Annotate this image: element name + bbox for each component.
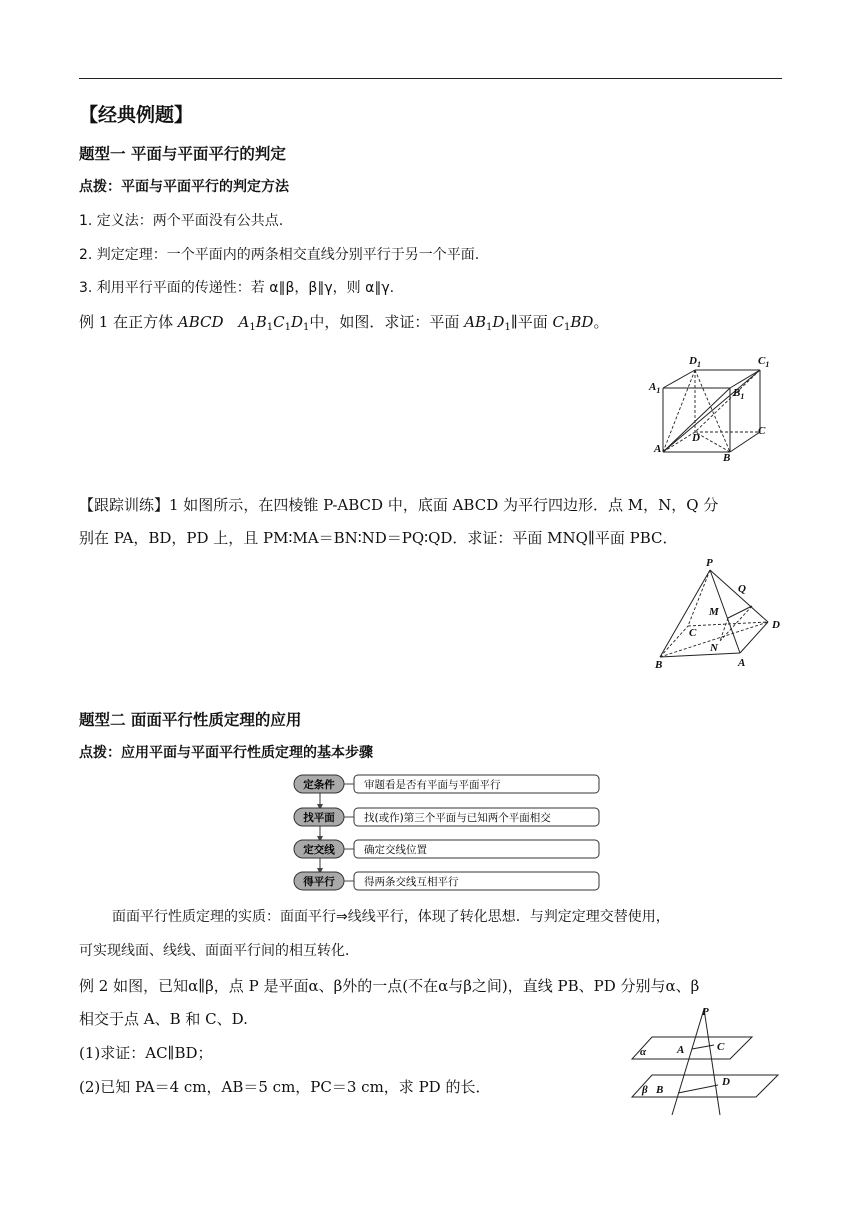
flow-step-1	[294, 775, 344, 793]
example-2-q1: (1)求证：AC∥BD；	[79, 1044, 213, 1062]
pyramid-label-A: A	[738, 657, 746, 669]
cube-label-D: D	[692, 432, 700, 444]
cube-label-B1: $B_1$	[733, 387, 745, 401]
flow-desc-2	[344, 808, 599, 826]
track-line-2: 别在 PA，BD，PD 上，且 PM∶MA＝BN∶ND＝PQ∶QD．求证：平面 MNQ∥平面 PBC．	[79, 529, 678, 547]
pyramid-figure	[652, 556, 792, 672]
planes-label-C: C	[717, 1041, 725, 1053]
pyramid-label-Q: Q	[738, 583, 746, 595]
example-1-middle: 中，如图．求证：平面	[309, 313, 460, 331]
example-1-end: 。	[593, 313, 609, 331]
type1-tip: 点拨：平面与平面平行的判定方法	[79, 179, 289, 195]
flow-step-4-label: 得平行	[303, 876, 335, 888]
track-line-1: 【跟踪训练】1 如图所示，在四棱锥 P-ABCD 中，底面 ABCD 为平行四边形．点 M，N，Q 分	[79, 496, 719, 514]
pyramid-label-N: N	[710, 642, 718, 654]
pyramid-label-M: M	[709, 606, 719, 618]
essence-line-1: 面面平行性质定理的实质：面面平行⇒线线平行，体现了转化思想．与判定定理交替使用，	[112, 909, 670, 925]
cube-label-D1: $D_1$	[689, 355, 701, 369]
steps-flowchart	[292, 772, 602, 894]
flow-desc-1	[344, 775, 599, 793]
method-2: 2. 判定定理：一个平面内的两条相交直线分别平行于另一个平面.	[79, 247, 480, 263]
planes-label-B: B	[656, 1084, 664, 1096]
pyramid-label-P: P	[706, 557, 713, 569]
cube-label-C1: $C_1$	[758, 355, 770, 369]
cube-label-C: C	[758, 425, 766, 437]
pyramid-label-B: B	[655, 659, 663, 671]
pyramid-label-D: D	[772, 619, 780, 631]
flow-step-4	[294, 872, 344, 890]
type1-title: 题型一 平面与平面平行的判定	[79, 145, 286, 163]
flow-desc-3	[344, 840, 599, 858]
planes-label-P: P	[702, 1006, 709, 1018]
method-1: 1. 定义法：两个平面没有公共点.	[79, 213, 284, 229]
flow-desc-3-label: 确定交线位置	[364, 844, 427, 856]
flow-desc-4	[344, 872, 599, 890]
example-2-q2: (2)已知 PA＝4 cm，AB＝5 cm，PC＝3 cm，求 PD 的长．	[79, 1078, 491, 1096]
method-3: 3. 利用平行平面的传递性：若 α∥β，β∥γ，则 α∥γ.	[79, 280, 395, 296]
planes-label-alpha: α	[640, 1046, 647, 1058]
example-2-line-2: 相交于点 A、B 和 C、D.	[79, 1010, 248, 1028]
header-rule	[79, 78, 782, 79]
section-heading: 【经典例题】	[79, 104, 194, 126]
cube-label-A1: $A_1$	[649, 381, 661, 395]
flow-step-3-label: 定交线	[303, 844, 335, 856]
flow-step-3	[294, 840, 344, 858]
flow-desc-2-label: 找(或作)第三个平面与已知两个平面相交	[364, 812, 551, 824]
cube-label-A: A	[654, 443, 662, 455]
cube-label-B: B	[723, 452, 731, 464]
type2-title: 题型二 面面平行性质定理的应用	[79, 711, 302, 729]
flow-step-1-label: 定条件	[303, 779, 335, 791]
essence-line-2: 可实现线面、线线、面面平行间的相互转化．	[79, 943, 359, 959]
example-1-prefix: 例 1 在正方体	[79, 313, 178, 331]
example-1: 例 1 在正方体 ABCD $A_1B_1C_1D_1$中，如图．求证：平面 $AB_1D_1\parallel$平面 $C_1BD$。	[79, 313, 609, 333]
cube-figure	[645, 352, 775, 464]
planes-label-D: D	[722, 1076, 730, 1088]
pyramid-label-C: C	[689, 627, 697, 639]
example-2-line-1: 例 2 如图，已知α∥β，点 P 是平面α、β外的一点(不在α与β之间)，直线 PB、PD 分别与α、β	[79, 977, 700, 995]
planes-label-beta: β	[642, 1084, 648, 1096]
flow-desc-4-label: 得两条交线互相平行	[364, 876, 459, 888]
type2-tip: 点拨：应用平面与平面平行性质定理的基本步骤	[79, 745, 373, 761]
planes-label-A: A	[677, 1044, 685, 1056]
flow-step-2-label: 找平面	[303, 812, 335, 824]
flow-desc-1-label: 审题看是否有平面与平面平行	[364, 779, 501, 791]
parallel-planes-figure	[630, 1003, 782, 1119]
flow-step-2	[294, 808, 344, 826]
